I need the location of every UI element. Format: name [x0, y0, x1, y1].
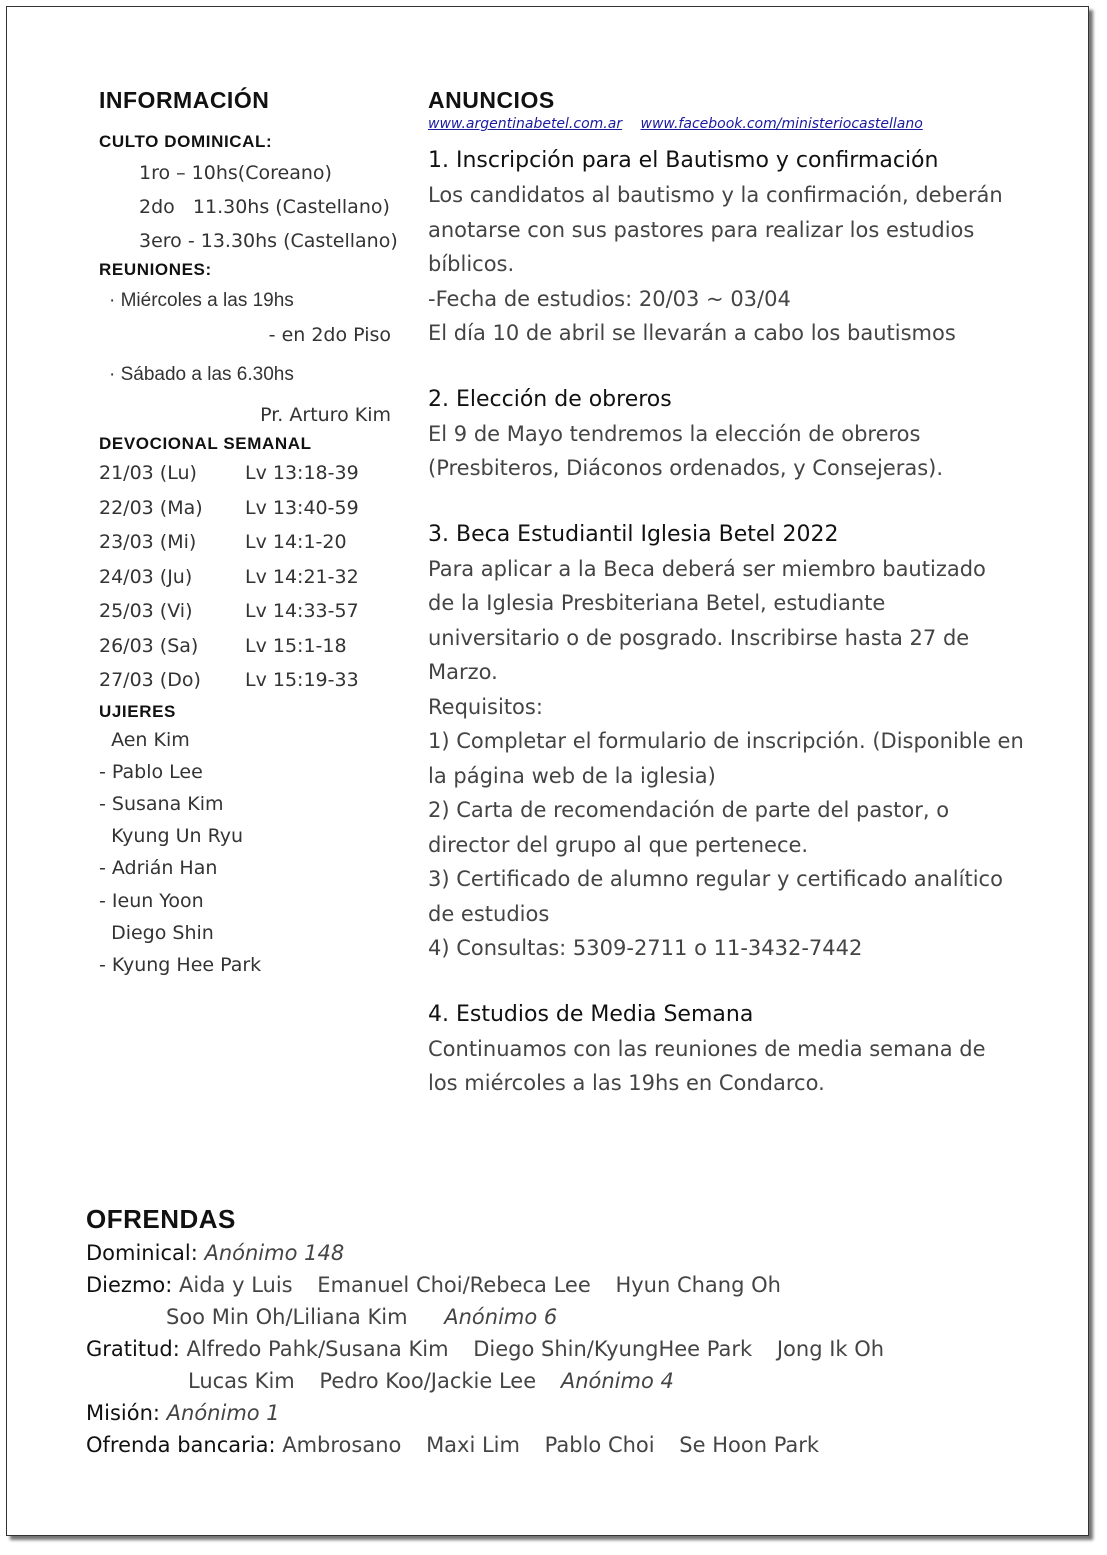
devocional-row [99, 491, 399, 526]
culto-item: 3ero - 13.30hs (Castellano) [139, 230, 398, 252]
ofrenda-label: Dominical: [86, 1241, 198, 1265]
ujier-name: - Adrián Han [99, 857, 218, 880]
ofrenda-donor: Lucas Kim [188, 1369, 295, 1393]
ofrenda-anon: Anónimo 148 [204, 1241, 345, 1265]
ofrenda-donor: Jong Ik Oh [776, 1337, 885, 1361]
ofrenda-label: Diezmo: [86, 1273, 173, 1297]
culto-item: 1ro – 10hs(Coreano) [139, 162, 332, 184]
culto-list [99, 156, 399, 258]
devocional-date: 22/03 (Ma) [99, 496, 203, 519]
devocional-date: 24/03 (Ju) [99, 565, 193, 588]
devocional-row [99, 594, 399, 629]
devocional-date: 23/03 (Mi) [99, 531, 197, 553]
ofrenda-donor: Emanuel Choi/Rebeca Lee [317, 1273, 591, 1297]
devocional-date: 26/03 (Sa) [99, 634, 199, 657]
reunion-item: · Sábado a las 6.30hs [109, 364, 294, 385]
reunion-item: · Miércoles a las 19hs [109, 290, 294, 311]
ujier-name: Aen Kim [99, 728, 190, 751]
ujier-name: Diego Shin [99, 921, 214, 944]
ofrenda-dominical [86, 1237, 1066, 1269]
anuncio-item [428, 518, 1048, 966]
anuncio-item [428, 144, 1048, 351]
culto-heading: CULTO DOMINICAL: [99, 132, 273, 151]
info-column [99, 87, 399, 981]
ofrenda-anon: Anónimo 6 [444, 1305, 558, 1329]
ofrendas-section [86, 1204, 1066, 1461]
anuncio-text: El 9 de Mayo tendremos la elección de obreros (Presbiteros, Diáconos ordenados, y Consejeras). [428, 421, 944, 480]
ofrenda-donor: Aida y Luis [179, 1273, 293, 1297]
ujieres-list [99, 724, 399, 982]
ofrenda-donor: Se Hoon Park [679, 1433, 820, 1457]
reunion-location: - en 2do Piso [268, 324, 391, 346]
anuncio-text: Continuamos con las reuniones de media semana de los miércoles a las 19hs en Condarco. [428, 1036, 986, 1095]
devocional-row [99, 525, 399, 560]
devocional-ref: Lv 13:18-39 [245, 462, 359, 484]
ofrenda-donor: Ambrosano [282, 1433, 402, 1457]
ofrenda-donor: Alfredo Pahk/Susana Kim [186, 1337, 449, 1361]
ofrenda-diezmo-cont [86, 1301, 1066, 1333]
ofrenda-mision [86, 1397, 1066, 1429]
ujier-name: - Kyung Hee Park [99, 953, 262, 976]
ofrenda-diezmo [86, 1269, 1066, 1301]
ofrenda-label: Gratitud: [86, 1337, 180, 1361]
ujier-name: - Pablo Lee [99, 760, 203, 783]
devocional-table [99, 456, 399, 698]
devocional-date: 21/03 (Lu) [99, 462, 197, 484]
ofrenda-donor: Hyun Chang Oh [615, 1273, 781, 1297]
devocional-ref: Lv 15:1-18 [245, 634, 347, 657]
ujier-name: Kyung Un Ryu [99, 825, 244, 848]
ofrenda-donor: Pablo Choi [544, 1433, 655, 1457]
anuncios-column [428, 87, 1048, 1101]
anuncio-item [428, 998, 1048, 1101]
anuncio-title: 1. Inscripción para el Bautismo y confirmación [428, 148, 939, 173]
culto-item: 2do 11.30hs (Castellano) [139, 196, 390, 218]
ofrenda-anon: Anónimo 1 [166, 1401, 280, 1425]
ofrenda-anon: Anónimo 4 [560, 1369, 674, 1393]
devocional-ref: Lv 15:19-33 [245, 669, 359, 691]
anuncios-title: ANUNCIOS [428, 87, 555, 113]
ujier-name: - Ieun Yoon [99, 889, 204, 912]
ofrendas-title: OFRENDAS [86, 1204, 236, 1234]
devocional-row [99, 629, 399, 664]
devocional-ref: Lv 14:33-57 [245, 600, 359, 622]
devocional-ref: Lv 14:21-32 [245, 565, 359, 588]
bulletin-page [6, 6, 1089, 1536]
info-title: INFORMACIÓN [99, 87, 270, 113]
devocional-row [99, 456, 399, 491]
devocional-ref: Lv 13:40-59 [245, 496, 359, 519]
ofrenda-bancaria [86, 1429, 1066, 1461]
devocional-date: 25/03 (Vi) [99, 600, 193, 622]
facebook-link[interactable]: www.facebook.com/ministeriocastellano [640, 116, 923, 132]
reuniones-heading: REUNIONES: [99, 260, 212, 279]
ofrenda-donor: Maxi Lim [426, 1433, 520, 1457]
devocional-date: 27/03 (Do) [99, 669, 201, 691]
anuncio-title: 4. Estudios de Media Semana [428, 1001, 754, 1027]
anuncio-text: Para aplicar a la Beca deberá ser miembro bautizado de la Iglesia Presbiteriana Betel, estudiante universitario o de posgrado. Inscribirse hasta 27 de Marzo. Requisitos: 1) Completar el formulario de inscripción. (Disponible en la página web de la iglesia) 2) Carta de recomendación de parte del pastor, o director del grupo al que pertenece. 3) Certificado de alumno regular y certificado analítico de estudios 4) Consultas: 5309-2711 o 11-3432-7442 [428, 556, 1024, 960]
anuncio-item [428, 383, 1048, 486]
anuncio-title: 2. Elección de obreros [428, 386, 672, 412]
ofrenda-donor: Pedro Koo/Jackie Lee [319, 1369, 537, 1393]
ofrenda-label: Misión: [86, 1401, 160, 1425]
ofrenda-gratitud-cont [86, 1365, 1066, 1397]
ofrenda-donor: Diego Shin/KyungHee Park [473, 1337, 753, 1361]
devocional-row [99, 560, 399, 595]
ofrenda-donor: Soo Min Oh/Liliana Kim [166, 1305, 408, 1329]
devocional-heading: DEVOCIONAL SEMANAL [99, 434, 312, 453]
ofrenda-gratitud [86, 1333, 1066, 1365]
devocional-ref: Lv 14:1-20 [245, 531, 347, 553]
ujier-name: - Susana Kim [99, 792, 224, 815]
ofrenda-label: Ofrenda bancaria: [86, 1433, 276, 1457]
anuncio-title: 3. Beca Estudiantil Iglesia Betel 2022 [428, 521, 839, 547]
ujieres-heading: UJIERES [99, 701, 176, 721]
reunion-pastor: Pr. Arturo Kim [260, 404, 391, 426]
website-link[interactable]: www.argentinabetel.com.ar [428, 116, 623, 132]
anuncios-links [428, 116, 1048, 132]
anuncio-text: Los candidatos al bautismo y la confirmación, deberán anotarse con sus pastores para realizar los estudios bíblicos. -Fecha de estudios: 20/03 ~ 03/04 El día 10 de abril se llevarán a cabo los bautismos [428, 183, 1003, 345]
devocional-row [99, 663, 399, 698]
